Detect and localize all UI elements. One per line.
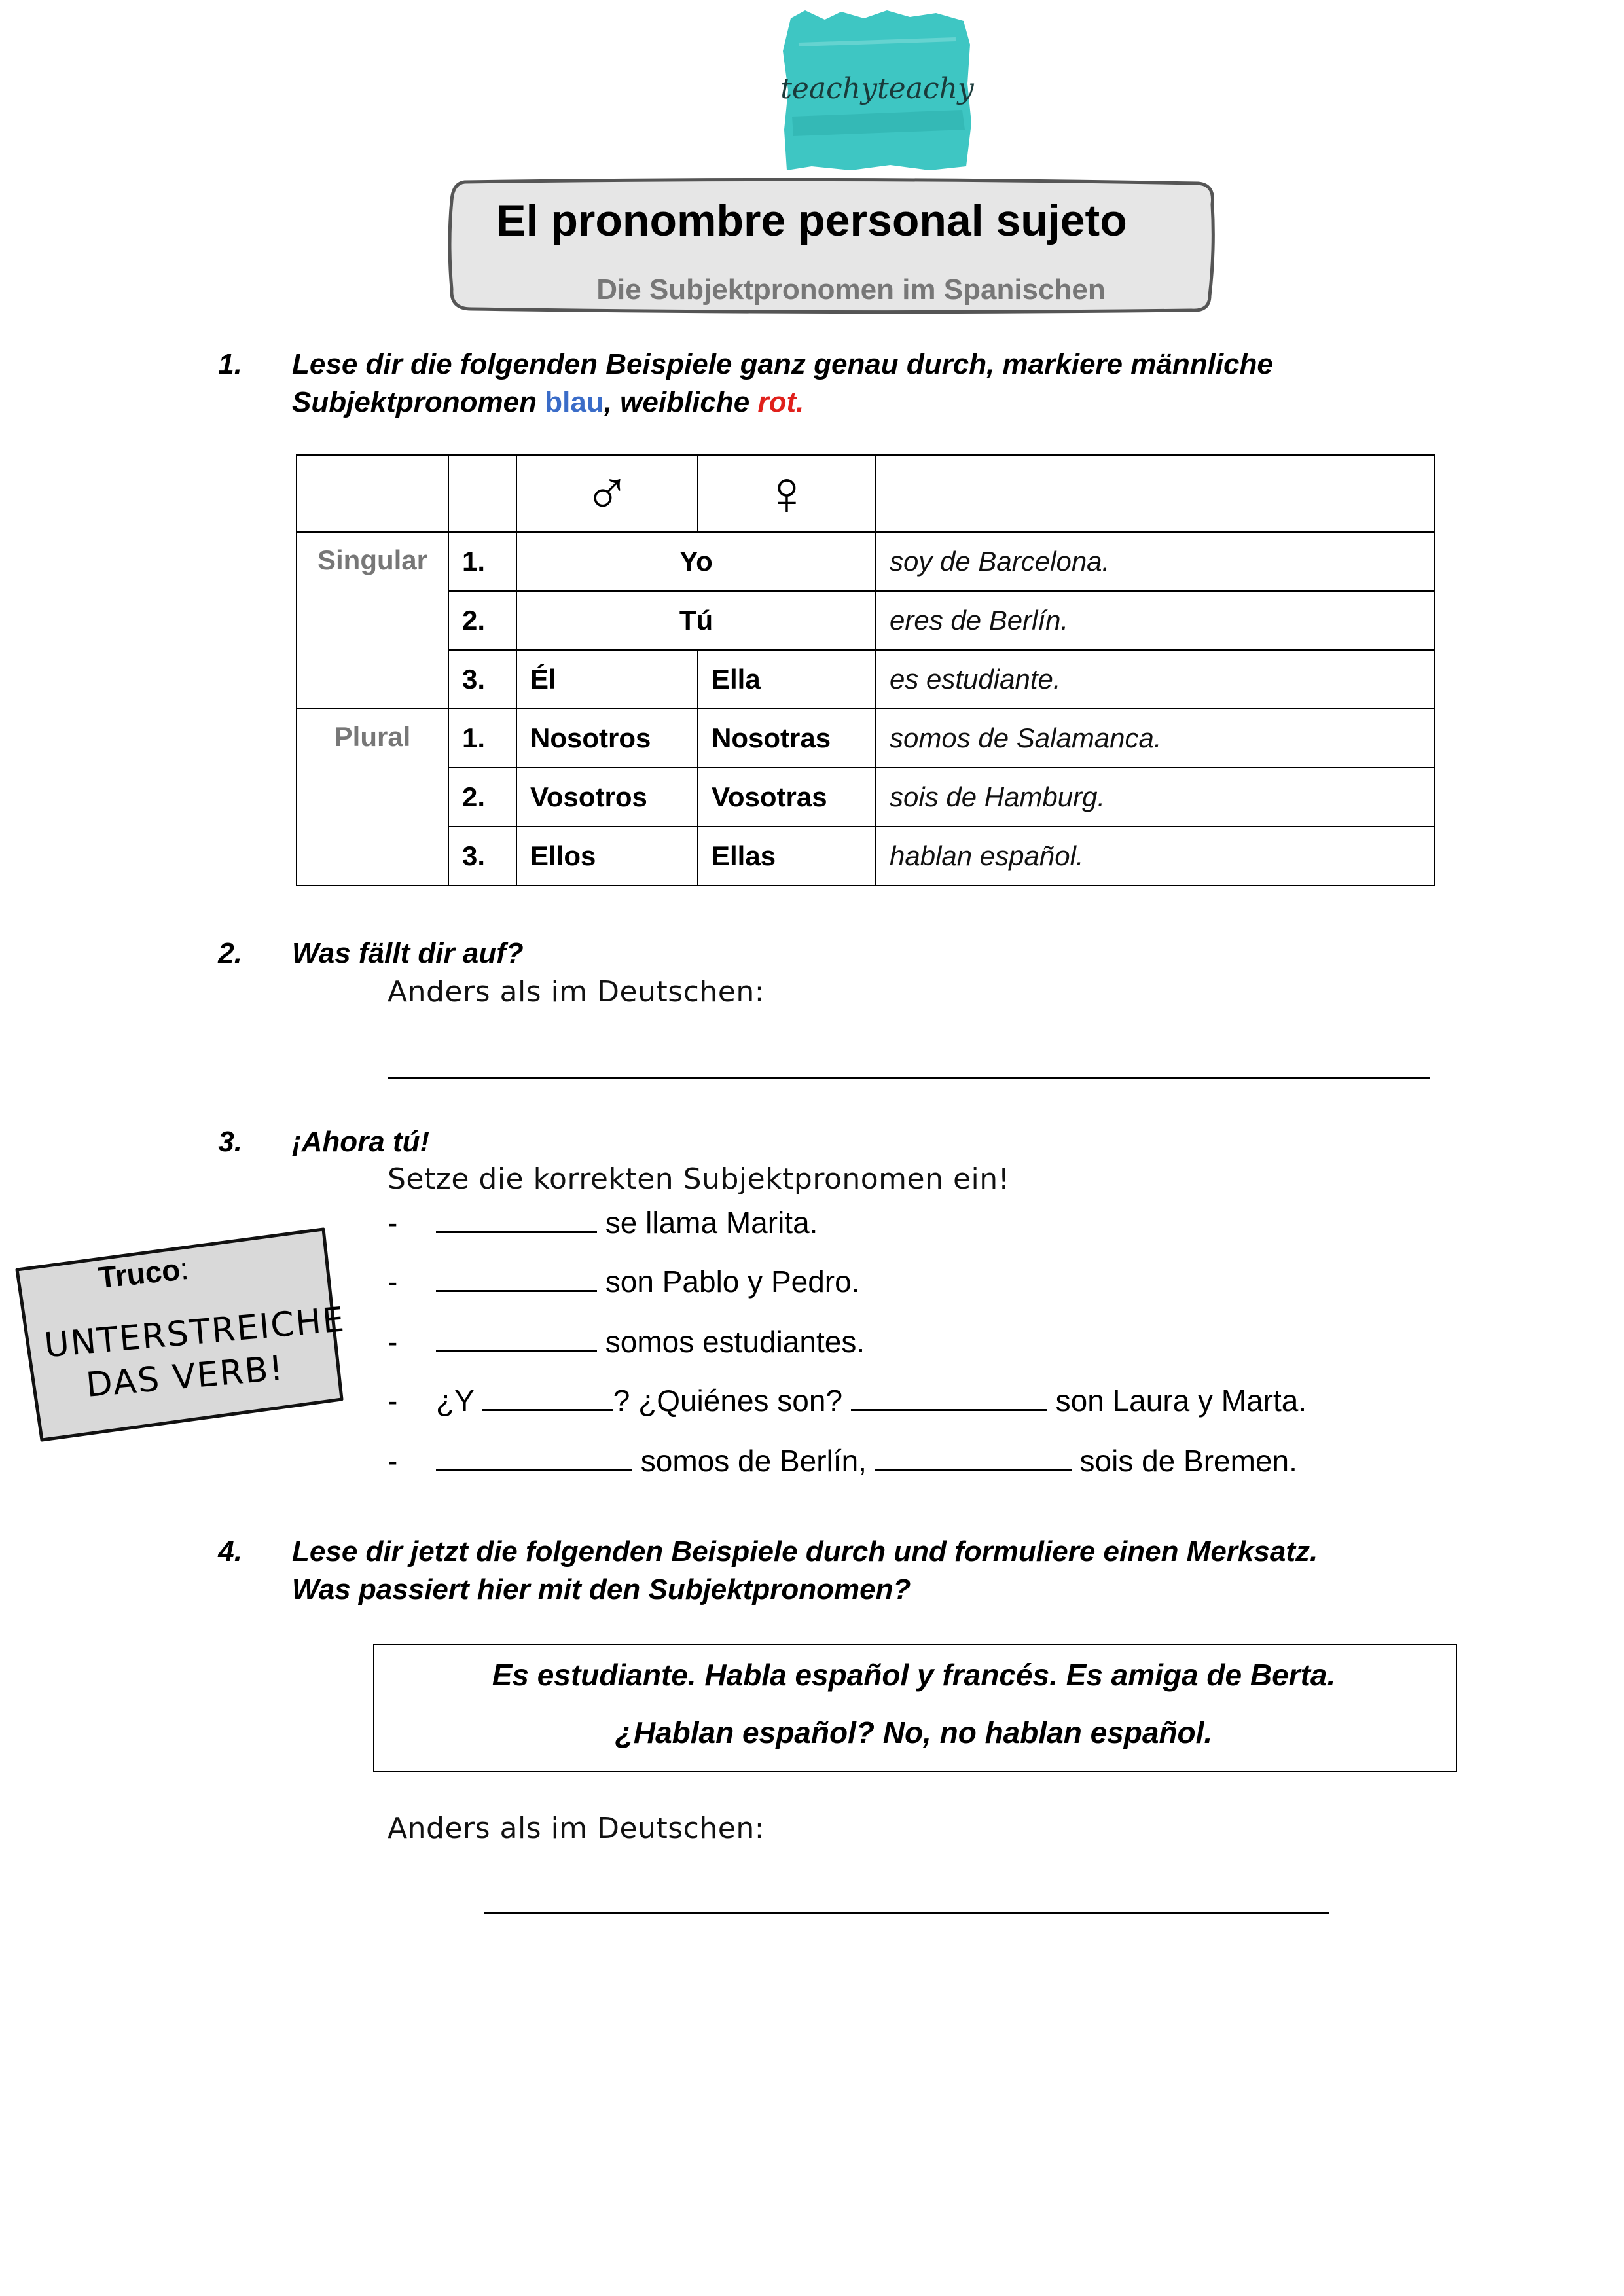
blank-field[interactable] bbox=[482, 1383, 613, 1411]
person-number: 2. bbox=[448, 591, 516, 650]
task1-number: 1. bbox=[218, 348, 242, 380]
table-row bbox=[297, 768, 1434, 827]
verb-cell: somos de Salamanca. bbox=[876, 709, 1434, 768]
verb-cell: sois de Hamburg. bbox=[876, 768, 1434, 827]
table-header-empty bbox=[876, 455, 1434, 532]
task4-instruction-line2: Was passiert hier mit den Subjektpronomen? bbox=[292, 1573, 911, 1605]
page-title: El pronombre personal sujeto bbox=[496, 196, 1127, 245]
task1-instruction-line2: Subjektpronomen blau, weibliche rot. bbox=[292, 386, 804, 418]
blank-field[interactable] bbox=[436, 1205, 597, 1233]
example-line-1: Es estudiante. Habla español y francés. Es amiga de Berta. bbox=[492, 1658, 1336, 1692]
exercise-item-3: - somos estudiantes. bbox=[388, 1325, 865, 1359]
female-symbol-icon: ♀ bbox=[698, 455, 876, 532]
female-pronoun-cell: Ellas bbox=[698, 827, 876, 886]
task4-handwritten-prompt: Anders als im Deutschen: bbox=[388, 1812, 765, 1845]
male-pronoun-cell: Nosotros bbox=[516, 709, 698, 768]
task2-number: 2. bbox=[218, 937, 242, 969]
task4-number: 4. bbox=[218, 1535, 242, 1568]
male-pronoun-cell: Vosotros bbox=[516, 768, 698, 827]
exercise-item-2: - son Pablo y Pedro. bbox=[388, 1265, 860, 1299]
pronoun-cell: Yo bbox=[516, 532, 876, 591]
logo-text: teachyteachy bbox=[780, 72, 974, 105]
task2-handwritten-prompt: Anders als im Deutschen: bbox=[388, 975, 765, 1009]
exercise-item-4: - ¿Y ? ¿Quiénes son? son Laura y Marta. bbox=[388, 1384, 1307, 1418]
plural-label: Plural bbox=[297, 709, 448, 886]
pronoun-cell: Tú bbox=[516, 591, 876, 650]
task3-number: 3. bbox=[218, 1126, 242, 1158]
female-pronoun-cell: Vosotras bbox=[698, 768, 876, 827]
pronoun-table bbox=[296, 454, 1435, 886]
table-row bbox=[297, 709, 1434, 768]
female-pronoun-cell: Ella bbox=[698, 650, 876, 709]
blank-field[interactable] bbox=[875, 1443, 1072, 1471]
word-rot: rot. bbox=[757, 386, 804, 418]
truco-hint: UNTERSTREICHE DAS VERB! bbox=[43, 1300, 347, 1405]
verb-cell: soy de Barcelona. bbox=[876, 532, 1434, 591]
answer-line[interactable] bbox=[388, 1077, 1430, 1079]
task1-instruction-line1: Lese dir die folgenden Beispiele ganz genau durch, markiere männliche bbox=[292, 348, 1273, 380]
table-row bbox=[297, 532, 1434, 591]
table-row bbox=[297, 827, 1434, 886]
example-line-2: ¿Hablan español? No, no hablan español. bbox=[615, 1715, 1213, 1749]
blank-field[interactable] bbox=[851, 1383, 1047, 1411]
person-number: 3. bbox=[448, 650, 516, 709]
word-blau: blau bbox=[545, 386, 604, 418]
task3-title: ¡Ahora tú! bbox=[292, 1126, 430, 1158]
female-pronoun-cell: Nosotras bbox=[698, 709, 876, 768]
table-header-empty bbox=[448, 455, 516, 532]
singular-label: Singular bbox=[297, 532, 448, 709]
page-subtitle: Die Subjektpronomen im Spanischen bbox=[596, 274, 1106, 306]
table-header-empty bbox=[297, 455, 448, 532]
exercise-item-1: - se llama Marita. bbox=[388, 1206, 818, 1240]
task4-instruction-line1: Lese dir jetzt die folgenden Beispiele durch und formuliere einen Merksatz. bbox=[292, 1535, 1318, 1568]
blank-field[interactable] bbox=[436, 1264, 597, 1292]
blank-field[interactable] bbox=[436, 1443, 632, 1471]
male-pronoun-cell: Él bbox=[516, 650, 698, 709]
verb-cell: es estudiante. bbox=[876, 650, 1434, 709]
truco-title: Truco: bbox=[96, 1251, 190, 1295]
table-row bbox=[297, 650, 1434, 709]
verb-cell: eres de Berlín. bbox=[876, 591, 1434, 650]
exercise-item-5: - somos de Berlín, sois de Bremen. bbox=[388, 1444, 1297, 1478]
blank-field[interactable] bbox=[436, 1324, 597, 1352]
verb-cell: hablan español. bbox=[876, 827, 1434, 886]
task2-title: Was fällt dir auf? bbox=[292, 937, 524, 969]
answer-line[interactable] bbox=[484, 1912, 1329, 1914]
person-number: 1. bbox=[448, 532, 516, 591]
male-pronoun-cell: Ellos bbox=[516, 827, 698, 886]
male-symbol-icon: ♂ bbox=[516, 455, 698, 532]
person-number: 1. bbox=[448, 709, 516, 768]
person-number: 3. bbox=[448, 827, 516, 886]
person-number: 2. bbox=[448, 768, 516, 827]
table-row bbox=[297, 591, 1434, 650]
task3-handwritten-prompt: Setze die korrekten Subjektpronomen ein! bbox=[388, 1162, 1010, 1196]
